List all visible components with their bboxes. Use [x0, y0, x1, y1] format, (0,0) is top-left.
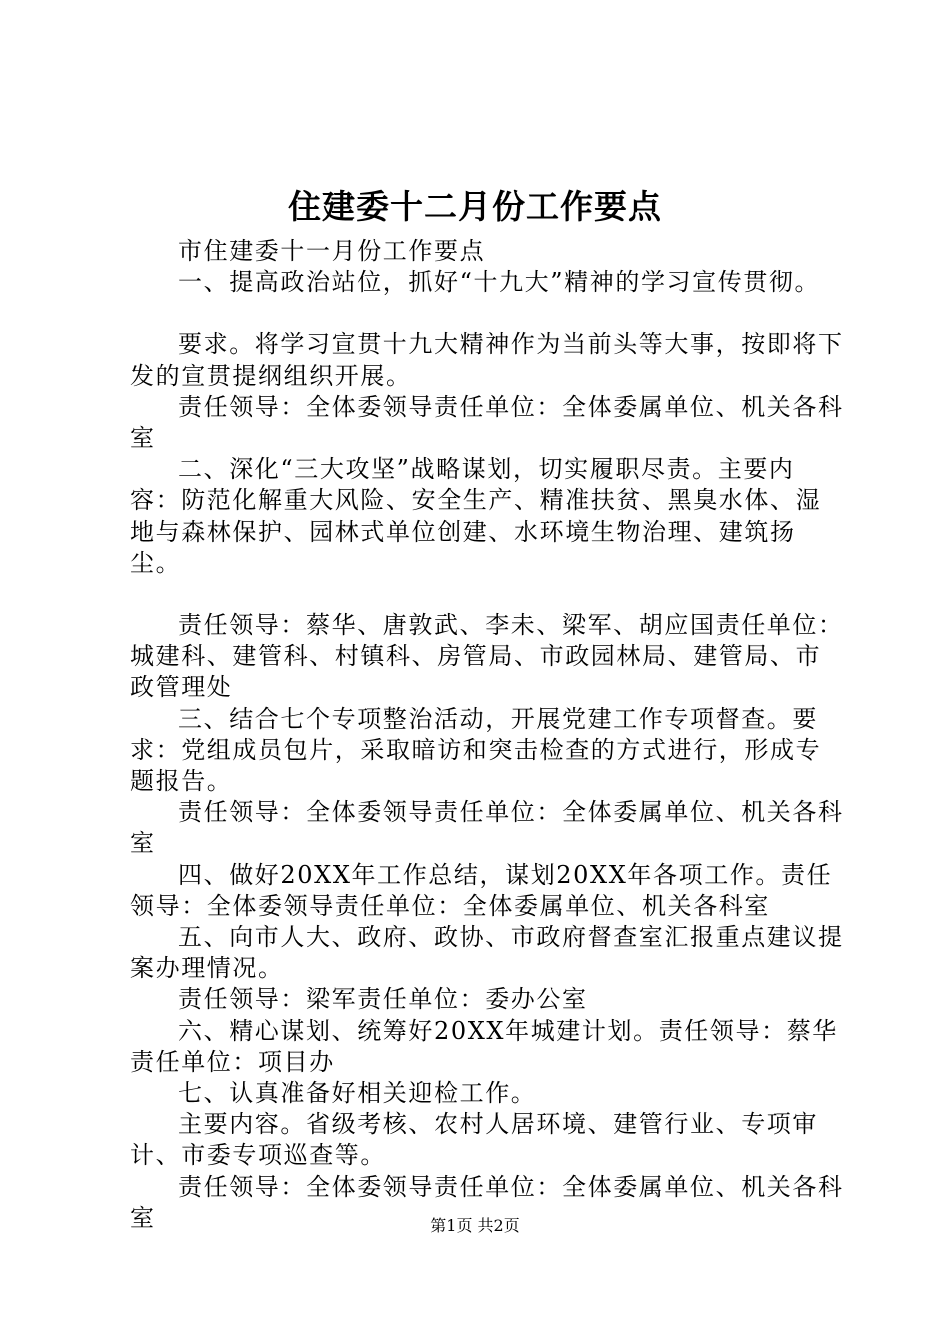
paragraph: 责任领导：梁军责任单位：委办公室: [178, 985, 588, 1014]
paragraph: 六、精心谋划、统筹好20XX年城建计划。责任领导：蔡华责任单位：项目办: [130, 1016, 838, 1076]
paragraph: 一、提高政治站位，抓好“十九大”精神的学习宣传贯彻。: [178, 268, 821, 297]
paragraph: 责任领导：全体委领导责任单位：全体委属单位、机关各科室: [130, 798, 844, 858]
paragraph: 七、认真准备好相关迎检工作。: [178, 1079, 537, 1108]
paragraph: 责任领导：全体委领导责任单位：全体委属单位、机关各科室: [130, 1172, 844, 1232]
document-body: [130, 236, 845, 1234]
page-number-footer: 第1页 共2页: [430, 1216, 520, 1235]
paragraph: 市住建委十一月份工作要点: [178, 237, 486, 265]
document-title: 住建委十二月份工作要点: [288, 187, 662, 226]
paragraph: 四、做好20XX年工作总结，谋划20XX年各项工作。责任领导：全体委领导责任单位：全体委属单位、机关各科室: [130, 860, 833, 920]
paragraph: 五、向市人大、政府、政协、市政府督查室汇报重点建议提案办理情况。: [130, 923, 844, 983]
paragraph: 要求。将学习宣贯十九大精神作为当前头等大事，按即将下发的宣贯提纲组织开展。: [130, 330, 844, 390]
paragraph: 责任领导：蔡华、唐敦武、李未、梁军、胡应国责任单位：城建科、建管科、村镇科、房管局、市政园林局、建管局、市政管理处: [130, 611, 844, 702]
paragraph: 二、深化“三大攻坚”战略谋划，切实履职尽责。主要内容：防范化解重大风险、安全生产、精准扶贫、黑臭水体、湿地与森林保护、园林式单位创建、水环境生物治理、建筑扬尘。: [130, 455, 822, 577]
paragraph: 主要内容。省级考核、农村人居环境、建管行业、专项审计、市委专项巡查等。: [130, 1110, 818, 1170]
paragraph: 三、结合七个专项整治活动，开展党建工作专项督查。要求：党组成员包片，采取暗访和突击检查的方式进行，形成专题报告。: [130, 704, 822, 796]
paragraph: 责任领导：全体委领导责任单位：全体委属单位、机关各科室: [130, 392, 844, 453]
